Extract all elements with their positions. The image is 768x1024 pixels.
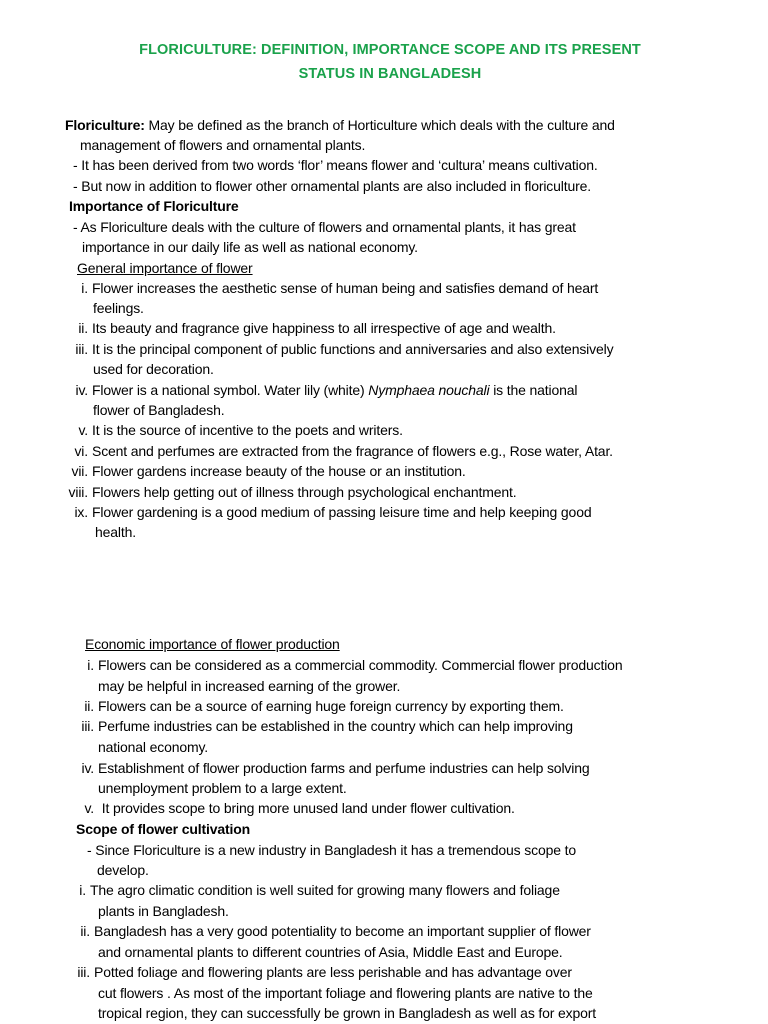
title-line-2: STATUS IN BANGLADESH	[298, 66, 482, 82]
general-item-1: i. Flower increases the aesthetic sense of human being and satisfies demand of heart	[81, 280, 599, 296]
importance-para-2: importance in our daily life as well as national economy.	[82, 239, 418, 255]
economic-item-4-cont: unemployment problem to a large extent.	[98, 780, 347, 796]
scope-heading: Scope of flower cultivation	[76, 821, 251, 837]
general-item-2: ii. Its beauty and fragrance give happiness to all irrespective of age and wealth.	[78, 320, 556, 336]
scope-item-3-cont-2: tropical region, they can successfully be grown in Bangladesh as well as for export	[98, 1005, 597, 1021]
title-line-1: FLORICULTURE: DEFINITION, IMPORTANCE SCOPE AND ITS PRESENT	[139, 42, 641, 58]
intro-bullet-2: - But now in addition to flower other ornamental plants are also included in floriculture.	[73, 178, 592, 194]
general-item-9-cont: health.	[95, 524, 136, 540]
general-item-1-cont: feelings.	[93, 300, 144, 316]
general-item-6: vi. Scent and perfumes are extracted from the fragrance of flowers e.g., Rose water, Atar.	[74, 443, 613, 459]
general-item-7: vii. Flower gardens increase beauty of the house or an institution.	[71, 463, 466, 479]
scope-item-1: i. The agro climatic condition is well suited for growing many flowers and foliage	[79, 882, 560, 898]
term-floriculture: Floriculture	[65, 117, 141, 133]
economic-item-1: i. Flowers can be considered as a commercial commodity. Commercial flower production	[87, 657, 623, 673]
scope-para-1: - Since Floriculture is a new industry in Bangladesh it has a tremendous scope to	[87, 842, 576, 858]
document-title	[60, 38, 720, 86]
species-name: Nymphaea nouchali	[368, 382, 490, 398]
intro-bullet-1: - It has been derived from two words ‘flor’ means flower and ‘cultura’ means cultivation.	[73, 157, 598, 173]
general-item-8: viii. Flowers help getting out of illness through psychological enchantment.	[68, 484, 517, 500]
general-item-3: iii. It is the principal component of public functions and anniversaries and also extensively	[75, 341, 614, 357]
scope-item-2: ii. Bangladesh has a very good potentiality to become an important supplier of flower	[80, 923, 591, 939]
economic-item-4: iv. Establishment of flower production farms and perfume industries can help solving	[81, 760, 590, 776]
economic-item-5: v. It provides scope to bring more unused land under flower cultivation.	[84, 800, 515, 816]
economic-item-2: ii. Flowers can be a source of earning huge foreign currency by exporting them.	[84, 698, 564, 714]
intro-definition-cont: management of flowers and ornamental plants.	[80, 137, 366, 153]
economic-item-3-cont: national economy.	[98, 739, 209, 755]
intro-definition: Floriculture: May be defined as the branch of Horticulture which deals with the culture and	[65, 117, 615, 133]
general-item-9: ix. Flower gardening is a good medium of passing leisure time and help keeping good	[74, 504, 592, 520]
scope-item-2-cont: and ornamental plants to different countries of Asia, Middle East and Europe.	[98, 944, 563, 960]
economic-item-3: iii. Perfume industries can be established in the country which can help improving	[81, 718, 573, 734]
general-item-4: iv. Flower is a national symbol. Water lily (white) Nymphaea nouchali is the national	[75, 382, 578, 398]
general-heading: General importance of flower	[77, 260, 253, 276]
importance-heading: Importance of Floriculture	[69, 198, 239, 214]
economic-item-1-cont: may be helpful in increased earning of the grower.	[98, 678, 401, 694]
scope-item-3: iii. Potted foliage and flowering plants are less perishable and has advantage over	[77, 964, 572, 980]
general-item-3-cont: used for decoration.	[93, 361, 214, 377]
general-item-5: v. It is the source of incentive to the poets and writers.	[78, 422, 403, 438]
importance-para-1: - As Floriculture deals with the culture of flowers and ornamental plants, it has great	[73, 219, 576, 235]
economic-heading: Economic importance of flower production	[85, 636, 340, 652]
scope-item-1-cont: plants in Bangladesh.	[98, 903, 229, 919]
scope-item-3-cont: cut flowers . As most of the important foliage and flowering plants are native to the	[98, 985, 593, 1001]
general-item-4-cont: flower of Bangladesh.	[93, 402, 225, 418]
scope-para-2: develop.	[97, 862, 149, 878]
